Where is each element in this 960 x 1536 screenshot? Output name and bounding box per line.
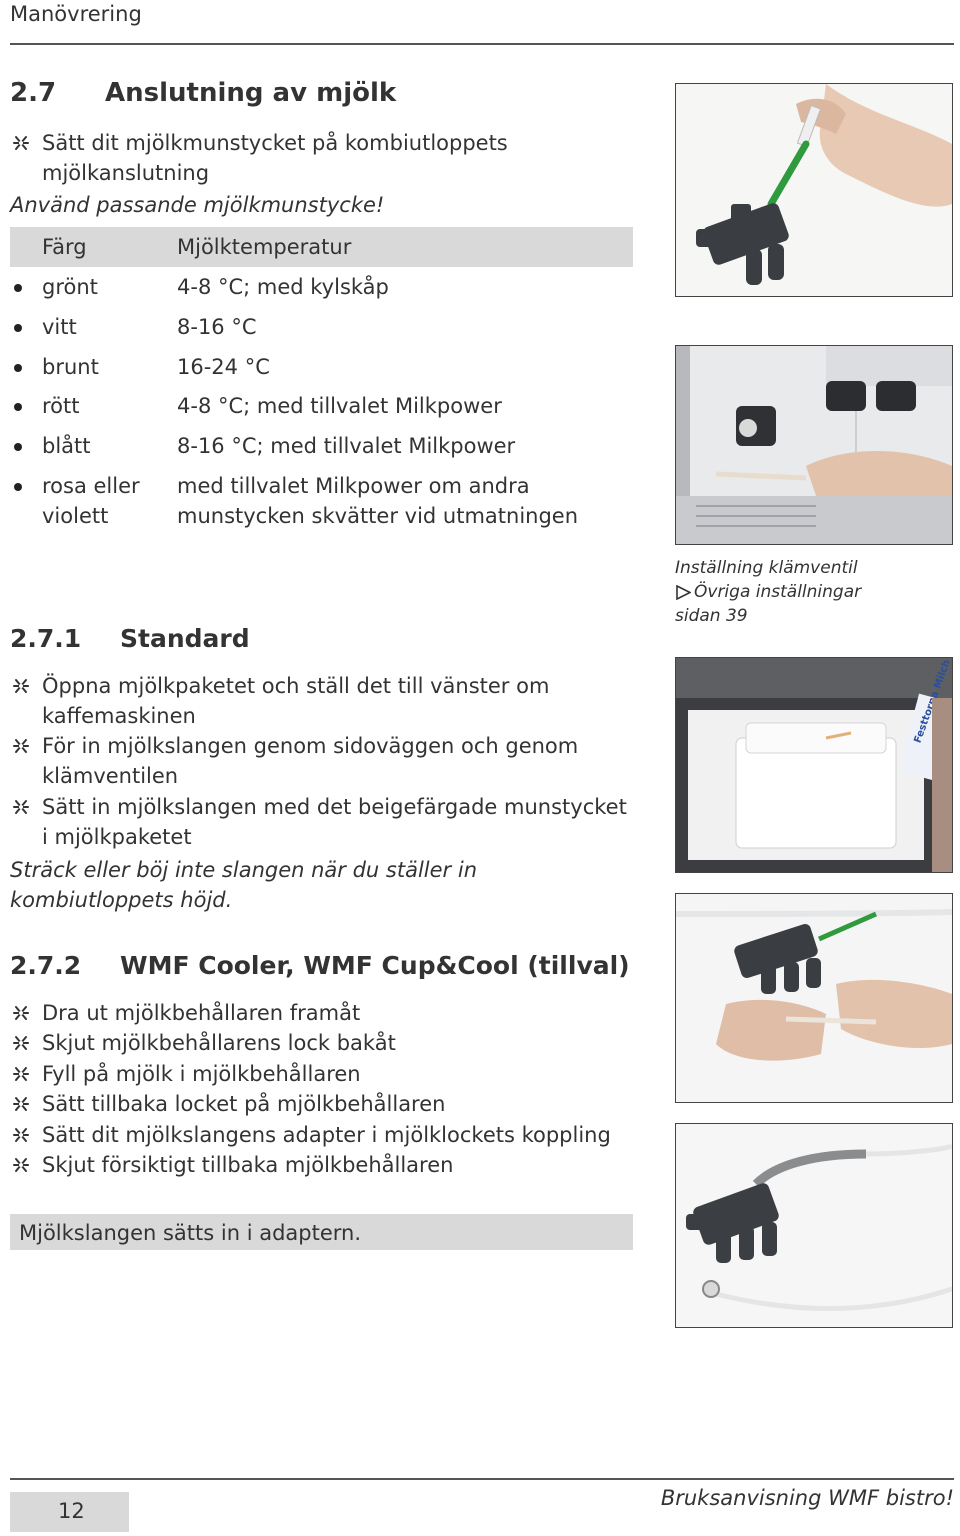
footer-doc-title: Bruksanvisning WMF bistro!	[660, 1486, 954, 1510]
running-header: Manövrering	[10, 2, 142, 26]
triangle-reference-icon	[676, 585, 691, 600]
row-temp: munstycken skvätter vid utmatningen	[177, 504, 579, 528]
step-item	[10, 792, 630, 852]
photo-adapter-tube	[675, 1123, 953, 1328]
photo-pinch-valve	[675, 345, 953, 545]
intro-note: Använd passande mjölkmunstycke!	[10, 193, 385, 217]
row-color: violett	[42, 504, 109, 528]
caption-text: Mjölkslangen sätts in i adaptern.	[19, 1221, 362, 1245]
row-color: blått	[42, 434, 91, 458]
step-text: Sätt tillbaka locket på mjölkbehållaren	[42, 1092, 446, 1116]
step-item	[10, 1120, 630, 1150]
asterisk-bullet-icon	[10, 1150, 32, 1180]
adapter-insert-illustration	[676, 894, 952, 1102]
step-text: För in mjölkslangen genom sidoväggen och genom klämventilen	[42, 734, 579, 788]
pinch-valve-illustration	[676, 346, 952, 544]
footer-rule	[10, 1478, 954, 1480]
side-caption-line1: Inställning klämventil	[675, 558, 858, 578]
table-col-temp: Mjölktemperatur	[177, 235, 352, 259]
step-item	[10, 731, 620, 791]
intro-step-text: Sätt dit mjölkmunstycket på kombiutloppets mjölkanslutning	[42, 131, 508, 185]
bullet-dot-icon	[14, 284, 22, 292]
section-heading	[10, 78, 396, 108]
row-temp: 4-8 °C; med kylskåp	[177, 275, 389, 299]
row-color: rosa eller	[42, 474, 140, 498]
step-text: Öppna mjölkpaketet och ställ det till vänster om kaffemaskinen	[42, 674, 550, 728]
step-item	[10, 671, 620, 731]
row-color: grönt	[42, 275, 98, 299]
section-title: Anslutning av mjölk	[105, 78, 397, 108]
section-number: 2.7	[10, 78, 57, 108]
side-caption	[675, 556, 861, 628]
row-temp: med tillvalet Milkpower om andra	[177, 474, 530, 498]
intro-step	[10, 128, 570, 188]
bullet-dot-icon	[14, 403, 22, 411]
row-color: vitt	[42, 315, 77, 339]
row-temp: 16-24 °C	[177, 355, 270, 379]
row-temp: 8-16 °C; med tillvalet Milkpower	[177, 434, 516, 458]
photo-milk-nozzle	[675, 83, 953, 297]
asterisk-bullet-icon	[10, 792, 32, 822]
standard-note: Sträck eller böj inte slangen när du ställer in kombiutloppets höjd.	[10, 858, 478, 912]
step-item	[10, 998, 630, 1028]
cooler-illustration	[676, 658, 952, 872]
subsection-number: 2.7.1	[10, 624, 82, 653]
side-caption-reference	[675, 580, 861, 604]
photo-cooler	[675, 657, 953, 873]
side-caption-line2: Övriga inställningar	[694, 582, 862, 602]
row-color: rött	[42, 394, 80, 418]
asterisk-bullet-icon	[10, 671, 32, 701]
row-color: brunt	[42, 355, 99, 379]
step-text: Sätt dit mjölkslangens adapter i mjölklockets koppling	[42, 1123, 611, 1147]
asterisk-bullet-icon	[10, 1059, 32, 1089]
bullet-dot-icon	[14, 483, 22, 491]
step-text: Skjut försiktigt tillbaka mjölkbehållaren	[42, 1153, 454, 1177]
subsection-title: Standard	[120, 624, 250, 653]
adapter-tube-illustration	[676, 1124, 952, 1327]
subsection-title: WMF Cooler, WMF Cup&Cool (tillval)	[120, 951, 630, 980]
asterisk-bullet-icon	[10, 1120, 32, 1150]
milk-package-label: Festtorna Milch	[912, 658, 952, 745]
bullet-dot-icon	[14, 443, 22, 451]
bullet-dot-icon	[14, 364, 22, 372]
asterisk-bullet-icon	[10, 1089, 32, 1119]
step-item	[10, 1150, 630, 1180]
milk-nozzle-illustration	[676, 84, 952, 296]
step-text: Fyll på mjölk i mjölkbehållaren	[42, 1062, 361, 1086]
step-text: Skjut mjölkbehållarens lock bakåt	[42, 1031, 396, 1055]
subsection-heading	[10, 951, 630, 980]
photo-adapter-insert	[675, 893, 953, 1103]
asterisk-bullet-icon	[10, 1028, 32, 1058]
row-temp: 8-16 °C	[177, 315, 257, 339]
subsection-heading	[10, 624, 250, 653]
row-temp: 4-8 °C; med tillvalet Milkpower	[177, 394, 502, 418]
header-rule	[10, 43, 954, 45]
bullet-dot-icon	[14, 324, 22, 332]
step-item	[10, 1059, 630, 1089]
asterisk-bullet-icon	[10, 731, 32, 761]
page-number: 12	[58, 1499, 85, 1523]
step-text: Sätt in mjölkslangen med det beigefärgade munstycket i mjölkpaketet	[42, 795, 627, 849]
asterisk-bullet-icon	[10, 128, 32, 158]
subsection-number: 2.7.2	[10, 951, 82, 980]
step-item	[10, 1028, 630, 1058]
table-col-color: Färg	[42, 235, 87, 259]
asterisk-bullet-icon	[10, 998, 32, 1028]
step-text: Dra ut mjölkbehållaren framåt	[42, 1001, 361, 1025]
step-item	[10, 1089, 630, 1119]
side-caption-line3: sidan 39	[675, 606, 748, 626]
